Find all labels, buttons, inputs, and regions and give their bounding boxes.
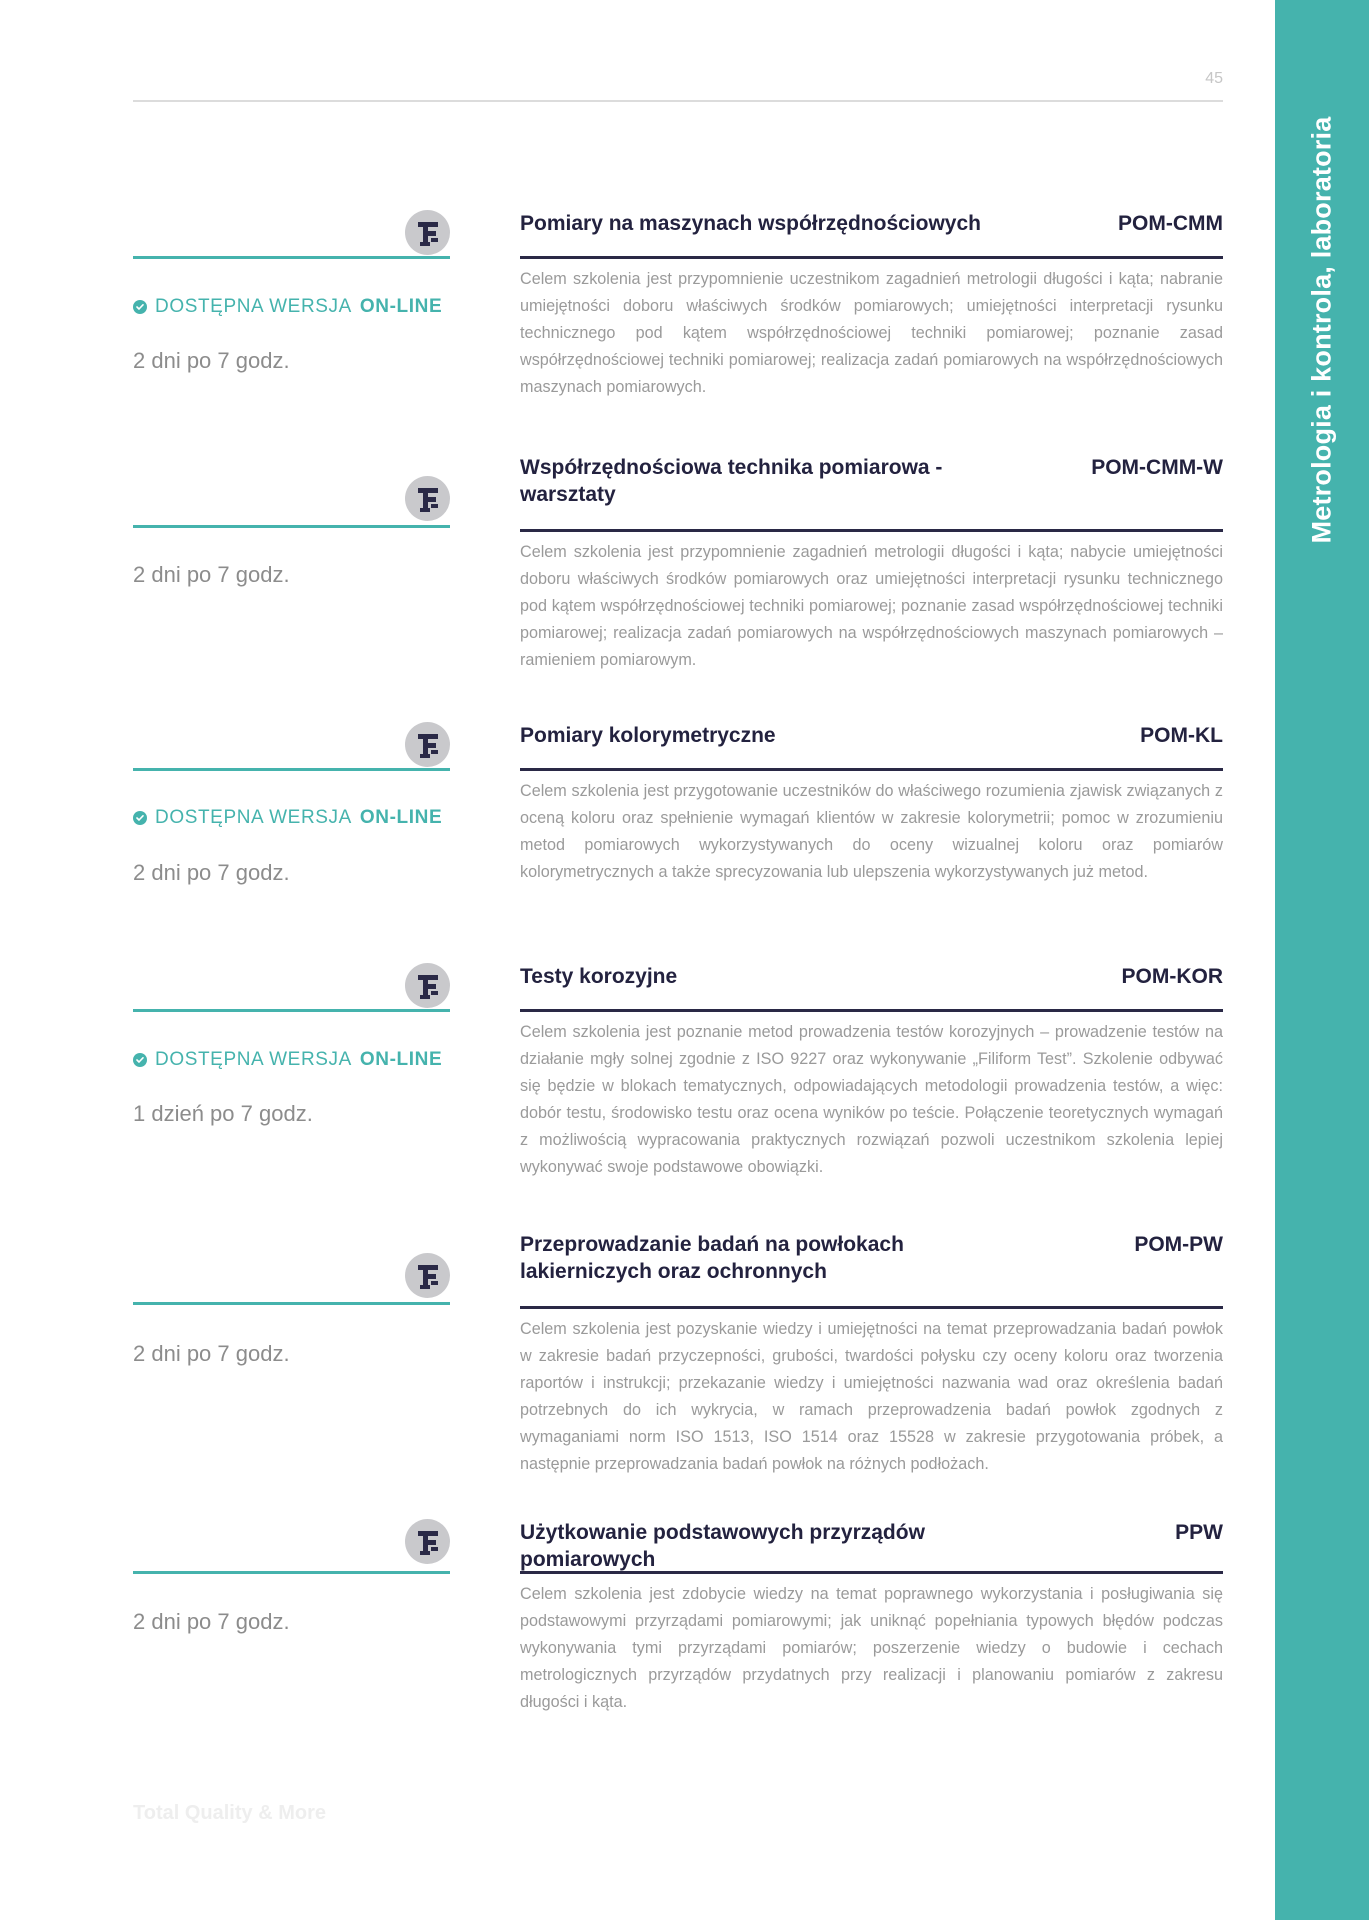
meta-divider	[133, 1571, 450, 1574]
brand-logo-badge	[405, 1253, 450, 1298]
course-title: Użytkowanie podstawowych przyrządów pomiarowych	[520, 1521, 925, 1571]
brand-logo-badge	[405, 1519, 450, 1564]
course-duration: 1 dzień po 7 godz.	[133, 1101, 313, 1126]
brand-logo-badge	[405, 476, 450, 521]
meta-divider	[133, 525, 450, 528]
logo-mark-icon	[415, 1261, 441, 1291]
title-divider	[520, 529, 1223, 532]
title-divider	[520, 1306, 1223, 1309]
meta-divider	[133, 1302, 450, 1305]
course-duration: 2 dni po 7 godz.	[133, 348, 290, 373]
meta-divider	[133, 1009, 450, 1012]
logo-mark-icon	[415, 1527, 441, 1557]
course-duration: 2 dni po 7 godz.	[133, 1341, 290, 1366]
course-duration: 2 dni po 7 godz.	[133, 860, 290, 885]
course-code: POM-CMM	[1118, 212, 1223, 235]
meta-divider	[133, 256, 450, 259]
course-code: POM-PW	[1134, 1233, 1223, 1256]
title-divider	[520, 1571, 1223, 1574]
online-availability	[133, 1049, 442, 1071]
meta-divider	[133, 768, 450, 771]
online-prefix: DOSTĘPNA WERSJA	[155, 807, 352, 828]
online-prefix: DOSTĘPNA WERSJA	[155, 296, 352, 317]
title-divider	[520, 256, 1223, 259]
course-title: Testy korozyjne	[520, 965, 678, 988]
course-duration: 2 dni po 7 godz.	[133, 1609, 290, 1634]
brand-logo-badge	[405, 963, 450, 1008]
footer-brand: Total Quality & More	[133, 1802, 326, 1824]
online-availability	[133, 296, 442, 318]
online-suffix: ON-LINE	[359, 296, 443, 317]
title-divider	[520, 1009, 1223, 1012]
course-code: POM-KL	[1140, 724, 1223, 747]
course-title: Pomiary na maszynach współrzędnościowych	[520, 212, 981, 235]
title-divider	[520, 768, 1223, 771]
course-description: Celem szkolenia jest przygotowanie uczestników do właściwego rozumienia zjawisk związanych z oceną koloru oraz spełnienie wymagań klientów w zakresie kolorymetrii; pomoc w zrozumieniu metod pomiarowych wykorzystywanych do oceny wizualnej koloru oraz pomiarów kolorymetrycznych a także sprecyzowania lub ulepszenia wykorzystywanych już metod.	[520, 782, 1223, 881]
online-availability	[133, 807, 442, 829]
page-number: 45	[1205, 70, 1223, 87]
logo-mark-icon	[415, 971, 441, 1001]
header-divider	[133, 100, 1223, 102]
check-circle-icon	[133, 811, 147, 825]
course-duration: 2 dni po 7 godz.	[133, 562, 290, 587]
course-title: Pomiary kolorymetryczne	[520, 724, 776, 747]
course-code: POM-KOR	[1121, 965, 1223, 988]
section-title-vertical: Metrologia i kontrola, laboratoria	[1306, 116, 1337, 544]
course-title: Przeprowadzanie badań na powłokach lakierniczych oraz ochronnych	[520, 1233, 904, 1283]
course-description: Celem szkolenia jest przypomnienie zagadnień metrologii długości i kąta; nabycie umiejętności doboru właściwych środków pomiarowych oraz umiejętności interpretacji rysunku technicznego pod kątem współrzędnościowej techniki pomiarowej; poznanie zasad współrzędnościowej techniki pomiarowej; realizacja zadań pomiarowych na współrzędnościowych maszynach pomiarowych – ramieniem pomiarowym.	[520, 543, 1223, 669]
online-prefix: DOSTĘPNA WERSJA	[155, 1049, 352, 1070]
course-description: Celem szkolenia jest zdobycie wiedzy na temat poprawnego wykorzystania i posługiwania się podstawowymi przyrządami pomiarowymi; jak uniknąć popełniania typowych błędów podczas wykonywania tymi przyrządami pomiarów; poszerzenie wiedzy o budowie i cechach metrologicznych przyrządów przydatnych przy realizacji i planowaniu pomiarów z zakresu długości i kąta.	[520, 1585, 1223, 1711]
brand-logo-badge	[405, 210, 450, 255]
course-description: Celem szkolenia jest pozyskanie wiedzy i umiejętności na temat przeprowadzania badań powłok w zakresie badań przyczepności, grubości, twardości połysku czy oceny koloru oraz tworzenia raportów i instrukcji; przekazanie wiedzy i umiejętności nazwania wad oraz określenia badań potrzebnych do ich wykrycia, w ramach przeprowadzenia badań powłok zgodnych z wymaganiami norm ISO 1513, ISO 1514 oraz 15528 w zakresie przygotowania próbek, a następnie przeprowadzania badań powłok na różnych podłożach.	[520, 1320, 1223, 1473]
course-description: Celem szkolenia jest poznanie metod prowadzenia testów korozyjnych – prowadzenie testów na działanie mgły solnej zgodnie z ISO 9227 oraz wykonywanie „Filiform Test”. Szkolenie odbywać się będzie w blokach tematycznych, odpowiadających metodologii prowadzenia testów, a więc: dobór testu, środowisko testu oraz ocena wyników po teście. Połączenie teoretycznych wymagań z możliwością wypracowania praktycznych rozwiązań pozwoli uczestnikom szkolenia lepiej wykonywać swoje podstawowe obowiązki.	[520, 1023, 1223, 1176]
check-circle-icon	[133, 1053, 147, 1067]
check-circle-icon	[133, 300, 147, 314]
course-description: Celem szkolenia jest przypomnienie uczestnikom zagadnień metrologii długości i kąta; nabranie umiejętności doboru właściwych środków pomiarowych; umiejętności interpretacji rysunku technicznego pod kątem współrzędnościowej techniki pomiarowej; poznanie zasad współrzędnościowej techniki pomiarowej; realizacja zadań pomiarowych na współrzędnościowych maszynach pomiarowych.	[520, 270, 1223, 396]
logo-mark-icon	[415, 730, 441, 760]
course-code: PPW	[1175, 1521, 1223, 1544]
online-suffix: ON-LINE	[359, 807, 443, 828]
course-code: POM-CMM-W	[1091, 456, 1223, 479]
brand-logo-badge	[405, 722, 450, 767]
online-suffix: ON-LINE	[359, 1049, 443, 1070]
course-title: Współrzędnościowa technika pomiarowa - warsztaty	[520, 456, 943, 506]
logo-mark-icon	[415, 484, 441, 514]
logo-mark-icon	[415, 218, 441, 248]
